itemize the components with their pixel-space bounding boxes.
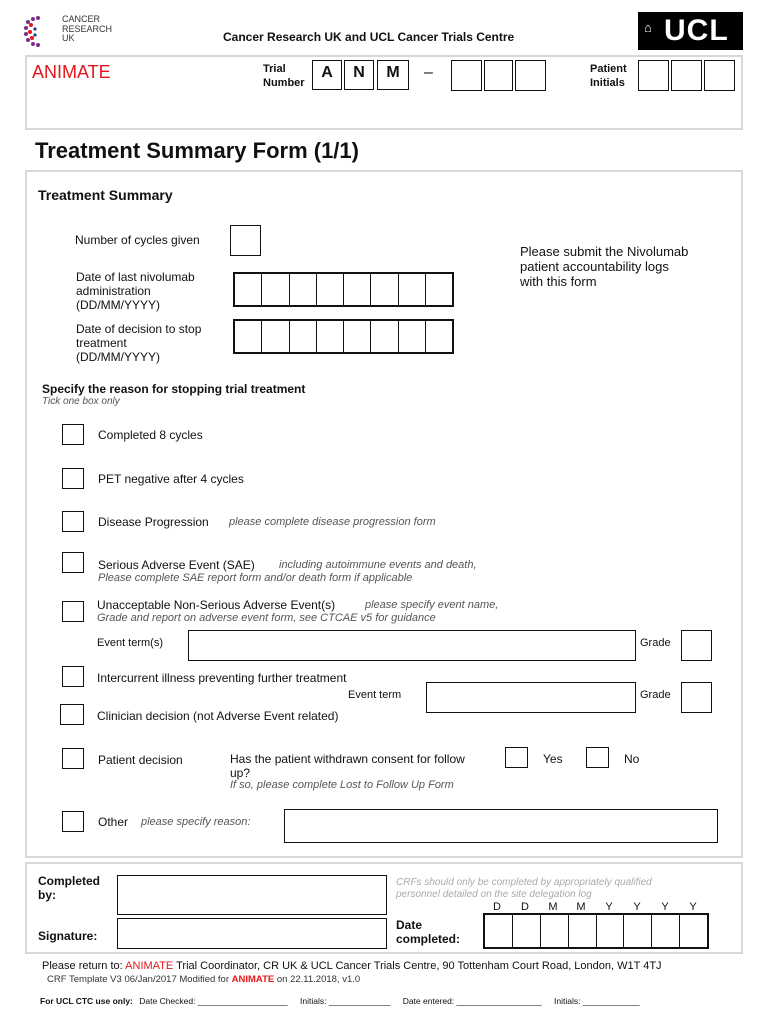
reason-hint: Tick one box only [42,396,120,407]
signature-label: Signature: [38,929,98,943]
accountability-note: Please submit the Nivolumab patient accountability logs with this form [520,244,689,289]
other-checkbox[interactable] [62,811,84,832]
sae-checkbox[interactable] [62,552,84,573]
crp-logo-icon [22,14,60,50]
disease-progression-checkbox[interactable] [62,511,84,532]
initials-field-2: Initials: ____________ [554,996,640,1006]
trial-number-digit-3[interactable] [515,60,546,91]
delegation-note: CRFs should only be completed by appropriately qualified personnel detailed on the site delegation log [396,877,652,900]
ctc-use-row [40,996,640,1006]
non-serious-ae-label: Unacceptable Non-Serious Adverse Event(s) [97,598,336,612]
signature-input[interactable] [117,918,387,949]
ucl-portico-icon: ⌂ [644,20,652,35]
trial-letter-a: A [312,60,342,90]
patient-initial-1[interactable] [638,60,669,91]
trial-letter-n: N [344,60,374,90]
grade-label-1: Grade [640,637,671,649]
pet-negative-label: PET negative after 4 cycles [98,472,244,486]
decision-date-label: Date of decision to stop treatment (DD/MM/YYYY) [76,322,202,364]
withdrawn-yes-checkbox[interactable] [505,747,528,768]
trial-number-label: Trial Number [263,63,305,89]
cr-logo-line-2: RESEARCH [62,23,113,34]
other-reason-input[interactable] [284,809,718,843]
disease-progression-hint: please complete disease progression form [229,516,436,528]
cycles-input[interactable] [230,225,261,256]
trial-number-digit-2[interactable] [484,60,513,91]
pet-negative-checkbox[interactable] [62,468,84,489]
patient-decision-label: Patient decision [98,753,183,767]
trial-number-dash: – [424,64,433,81]
event-terms-input[interactable] [188,630,636,661]
completed-by-input[interactable] [117,875,387,915]
grade-input-2[interactable] [681,682,712,713]
form-title: Treatment Summary Form (1/1) [35,138,359,163]
trial-number-digit-1[interactable] [451,60,482,91]
event-term-label: Event term [348,689,402,701]
centre-title: Cancer Research UK and UCL Cancer Trials Centre [223,30,515,44]
patient-decision-checkbox[interactable] [62,748,84,769]
return-address: Please return to: ANIMATE Trial Coordinator, CR UK & UCL Cancer Trials Centre, 90 Tottenham Court Road, London, W1T 4TJ [42,960,662,972]
cancer-research-uk-logo [22,14,122,50]
reason-title: Specify the reason for stopping trial treatment [42,382,306,396]
date-checked-field: Date Checked: ___________________ [139,996,288,1006]
withdrawn-no-checkbox[interactable] [586,747,609,768]
clinician-decision-checkbox[interactable] [60,704,84,725]
sae-hint-1: including autoimmune events and death, [279,559,477,571]
trial-name: ANIMATE [32,62,111,82]
date-entered-field: Date entered: __________________ [402,996,542,1006]
date-format-letters: D D M M Y Y Y Y [493,901,697,913]
section-title: Treatment Summary [38,187,173,203]
withdrawn-no-label: No [624,752,640,766]
decision-date-input[interactable] [233,319,454,354]
disease-progression-label: Disease Progression [98,515,209,529]
completed-cycles-label: Completed 8 cycles [98,428,203,442]
completed-by-label: Completed by: [38,874,101,902]
withdrawn-yes-label: Yes [543,752,563,766]
cycles-label: Number of cycles given [75,233,200,247]
other-label: Other [98,815,129,829]
event-terms-label: Event term(s) [97,637,164,649]
initials-field-1: Initials: _____________ [300,996,391,1006]
cr-logo-line-1: CANCER [62,14,101,24]
date-completed-label: Date completed: [396,918,461,946]
patient-initial-2[interactable] [671,60,702,91]
sae-hint-2: Please complete SAE report form and/or death form if applicable [98,572,413,584]
trial-letter-m: M [377,60,409,90]
completed-cycles-checkbox[interactable] [62,424,84,445]
cr-logo-line-3: UK [62,33,75,43]
patient-initial-3[interactable] [704,60,735,91]
patient-initials-label: Patient Initials [590,63,627,89]
ctc-use-label: For UCL CTC use only: [40,996,133,1006]
event-term-input[interactable] [426,682,636,713]
other-hint: please specify reason: [141,816,251,828]
sae-label: Serious Adverse Event (SAE) [98,558,255,572]
non-serious-ae-hint-2: Grade and report on adverse event form, see CTCAE v5 for guidance [97,612,436,624]
grade-label-2: Grade [640,689,671,701]
date-completed-input[interactable] [483,913,709,949]
intercurrent-illness-checkbox[interactable] [62,666,84,687]
withdrawn-hint: If so, please complete Lost to Follow Up Form [230,779,454,791]
last-admin-date-input[interactable] [233,272,454,307]
intercurrent-illness-label: Intercurrent illness preventing further treatment [97,671,347,685]
ucl-logo: ⌂ UCL [638,12,743,50]
template-version: CRF Template V3 06/Jan/2017 Modified for ANIMATE on 22.11.2018, v1.0 [47,974,361,985]
last-admin-label: Date of last nivolumab administration (DD/MM/YYYY) [76,270,195,312]
grade-input-1[interactable] [681,630,712,661]
withdrawn-question: Has the patient withdrawn consent for follow up? [230,752,465,780]
non-serious-ae-hint-1: please specify event name, [365,599,499,611]
non-serious-ae-checkbox[interactable] [62,601,84,622]
clinician-decision-label: Clinician decision (not Adverse Event related) [97,709,339,723]
